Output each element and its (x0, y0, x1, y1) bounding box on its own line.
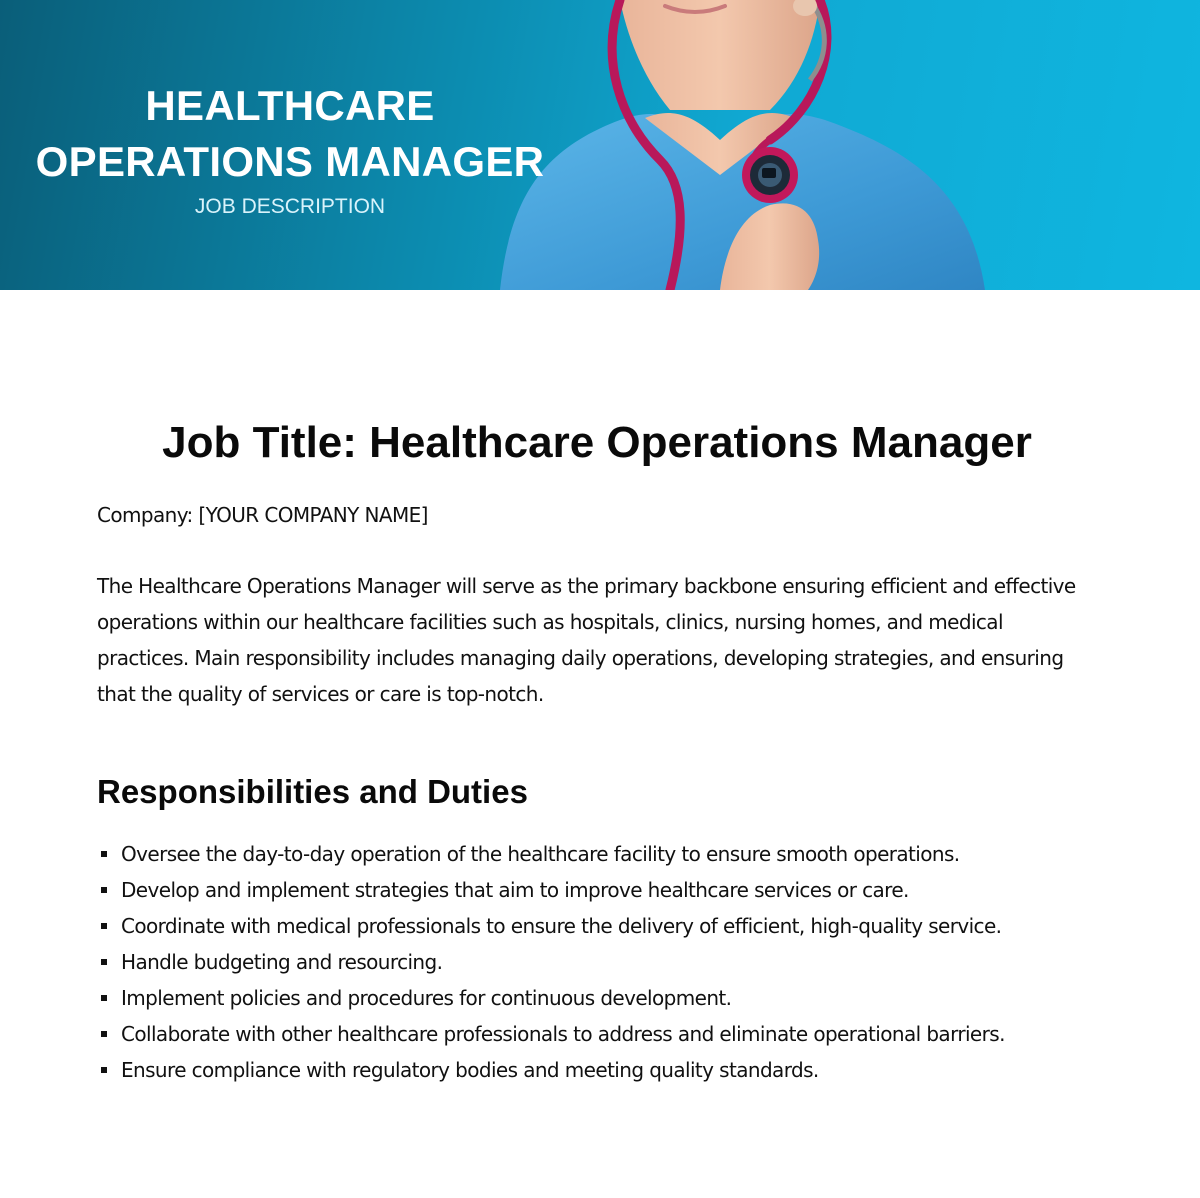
list-item (97, 1052, 1057, 1088)
list-item-text: Ensure compliance with regulatory bodies and meeting quality standards. (121, 1058, 819, 1082)
list-item (97, 944, 1057, 980)
list-item (97, 1016, 1057, 1052)
list-item-text: Implement policies and procedures for continuous development. (121, 986, 732, 1010)
list-item (97, 980, 1057, 1016)
bullet-icon (101, 1067, 107, 1073)
responsibilities-heading: Responsibilities and Duties (97, 773, 528, 810)
list-item-text: Handle budgeting and resourcing. (121, 950, 443, 974)
list-item-text: Collaborate with other healthcare professionals to address and eliminate operational barriers. (121, 1022, 1005, 1046)
bullet-icon (101, 923, 107, 929)
document-body (97, 412, 1097, 1088)
list-item-text: Oversee the day-to-day operation of the healthcare facility to ensure smooth operations. (121, 842, 960, 866)
job-summary-paragraph: The Healthcare Operations Manager will serve as the primary backbone ensuring efficient and effective operations within our healthcare facilities such as hospitals, clinics, nursing homes, and medical practices. Main responsibility includes managing daily operations, developing strategies, and ensuring that the quality of services or care is top-notch. (97, 574, 1076, 706)
banner-heading-block (30, 78, 550, 222)
bullet-icon (101, 959, 107, 965)
list-item (97, 908, 1057, 944)
nurse-with-stethoscope-image (470, 0, 1030, 290)
list-item (97, 872, 1057, 908)
list-item-text: Coordinate with medical professionals to ensure the delivery of efficient, high-quality service. (121, 914, 1002, 938)
bullet-icon (101, 851, 107, 857)
banner-title-line-1: HEALTHCARE (145, 82, 435, 129)
banner-title-line-2: OPERATIONS MANAGER (35, 138, 545, 185)
bullet-icon (101, 1031, 107, 1037)
bullet-icon (101, 887, 107, 893)
list-item (97, 836, 1057, 872)
list-item-text: Develop and implement strategies that aim to improve healthcare services or care. (121, 878, 909, 902)
company-line: Company: [YOUR COMPANY NAME] (97, 503, 428, 527)
job-title-heading: Job Title: Healthcare Operations Manager (162, 418, 1032, 467)
bullet-icon (101, 995, 107, 1001)
header-banner (0, 0, 1200, 290)
responsibilities-list (97, 836, 1057, 1088)
banner-subtitle: JOB DESCRIPTION (194, 195, 386, 218)
